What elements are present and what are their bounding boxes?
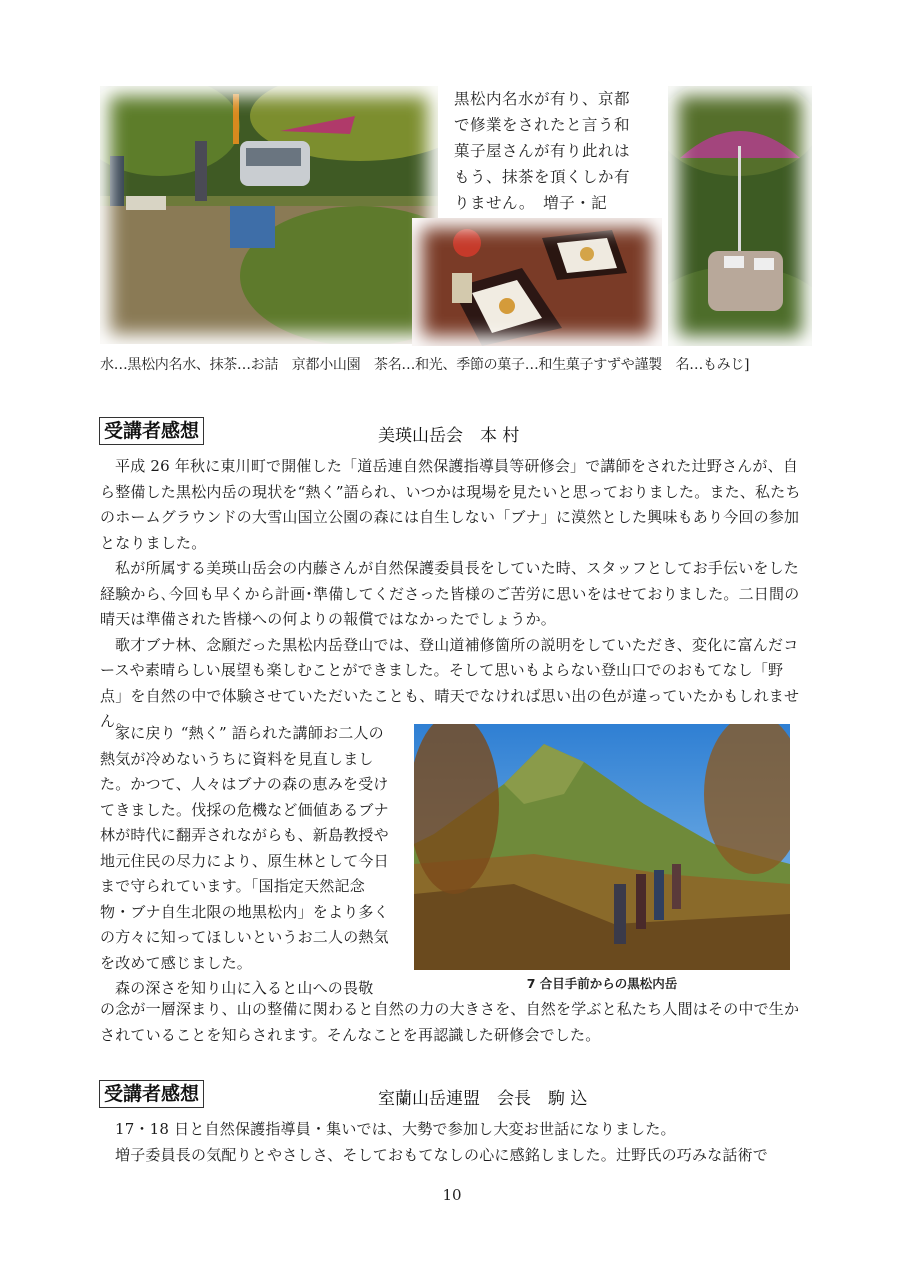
- photo-caption: 7 合目手前からの黒松内岳: [526, 976, 678, 991]
- section-tag: 受講者感想: [99, 1080, 204, 1108]
- section-byline: 室蘭山岳連盟 会長 駒 込: [378, 1089, 588, 1109]
- photo-parasol-setting: [668, 86, 812, 346]
- page-number: 10: [442, 1186, 462, 1204]
- paragraph: 森の深さを知り山に入ると山への畏敬: [115, 979, 374, 997]
- paragraph: 歌才ブナ林、念願だった黒松内岳登山では、登山道補修箇所の説明をしていただき、変化に富んだコースや素晴らしい展望も楽しむことができました。そして思いもよらない登山口でのおもてなし「野点」を自然の中で体験させていただいたことも、晴天でなければ思い出の色が違っていたかもしれません。: [100, 635, 800, 730]
- paragraph: 私が所属する美瑛山岳会の内藤さんが自然保護委員長をしていた時、スタッフとしてお手伝いをした経験から､今回も早くから計画･準備してくださった皆様のご苦労に思いをはせておりました。二日間の晴天は準備された皆様への何よりの報償ではなかったでしょうか。: [100, 559, 800, 628]
- paragraph: の念が一層深まり、山の整備に関わると自然の力の大きさを、自然を学ぶと私たち人間はその中で生かされていることを知らされます。そんなことを再認識した研修会でした。: [100, 1000, 800, 1044]
- photo-trailhead-gathering: [100, 86, 438, 344]
- section-byline: 美瑛山岳会 本 村: [378, 426, 520, 446]
- paragraph: 平成 26 年秋に東川町で開催した「道岳連自然保護指導員等研修会」で講師をされた辻野さんが、自ら整備した黒松内岳の現状を“熱く”語られ、いつかは現場を見たいと思っておりました。また、私たちのホームグラウンドの大雪山国立公園の森には自生しない「ブナ」に漠然とした興味もあり今回の参加となりました。: [100, 457, 801, 552]
- collage-caption: 水…黒松内名水、抹茶…お詰 京都小山園 茶名…和光、季節の菓子…和生菓子すずや謹製 名…もみじ]: [100, 357, 750, 373]
- paragraph: 17・18 日と自然保護指導員・集いでは、大勢で参加し大変お世話になりました。: [115, 1120, 676, 1138]
- photo-tea-sweets: [412, 218, 662, 346]
- paragraph: 増子委員長の気配りとやさしさ、そしておもてなしの心に感銘しました。辻野氏の巧みな話術で: [115, 1145, 769, 1164]
- section-tag: 受講者感想: [99, 417, 204, 445]
- article-body: [100, 454, 806, 735]
- article-body-continued: [100, 997, 806, 1048]
- photo-kuromatsunai-dake: [414, 724, 790, 970]
- paragraph: 家に戻り “熱く” 語られた講師お二人の熱気が冷めないうちに資料を見直しました。かつて、人々はブナの森の恵みを受けてきました。伐採の危機など価値あるブナ林が時代に翻弄されながらも、新島教授や地元住民の尽力により、原生林として今日まで守られています。「国指定天然記念物・ブナ自生北限の地黒松内」をより多くの方々に知ってほしいというお二人の熱気を改めて感じました。: [100, 724, 389, 972]
- article-body-wrap: [100, 721, 392, 1002]
- article-body: [100, 1117, 806, 1168]
- collage-note: 黒松内名水が有り、京都 で修業をされたと言う和 菓子屋さんが有り此れは もう、抹茶を頂くしか有 りません。 増子・記: [446, 84, 656, 216]
